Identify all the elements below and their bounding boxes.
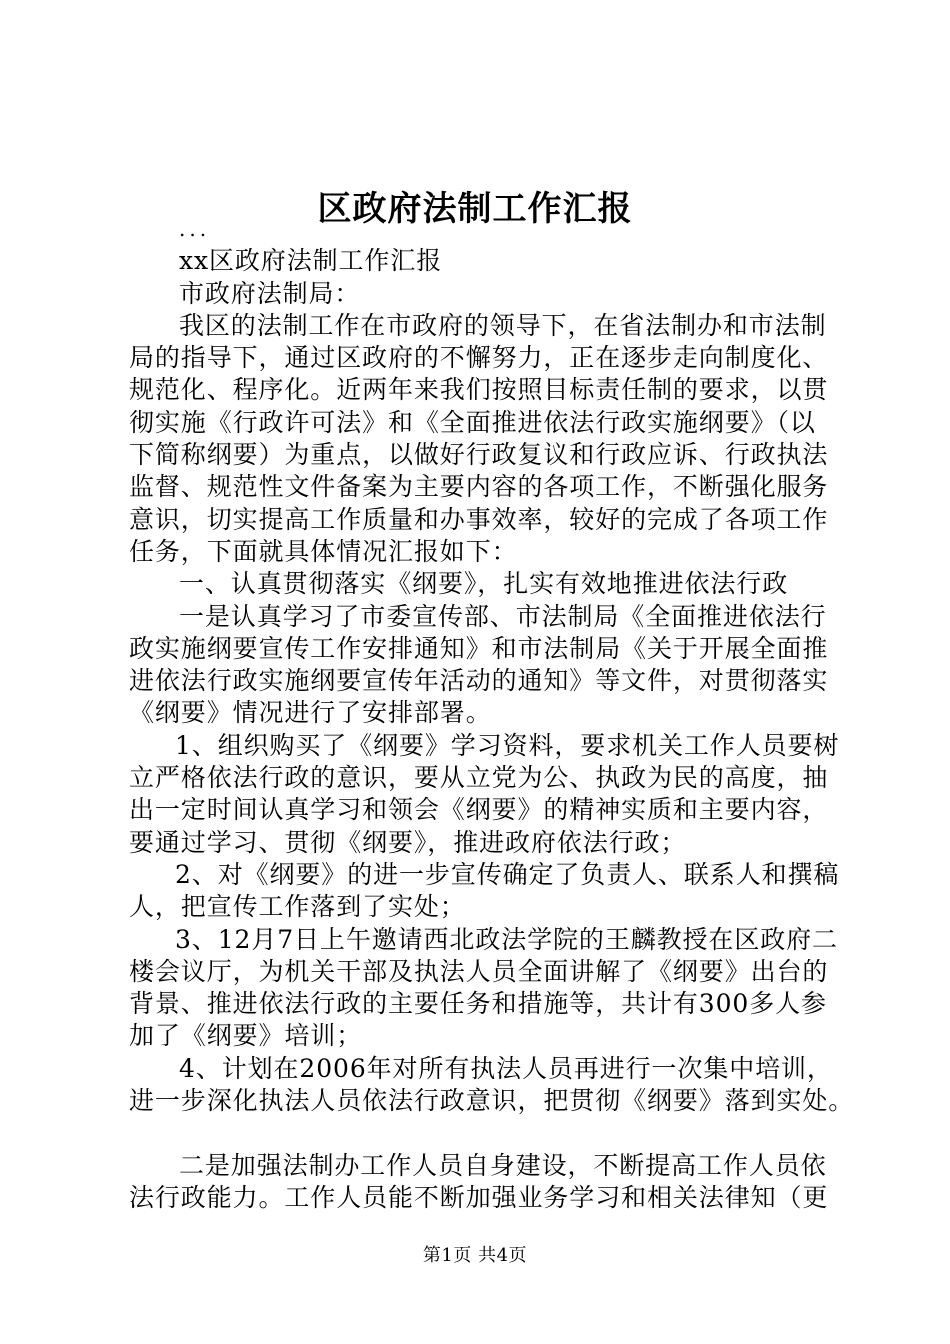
- section-heading: 一、认真贯彻落实《纲要》，扎实有效地推进依法行政: [179, 569, 789, 599]
- paragraph-line: 意识，切实提高工作质量和办事效率，较好的完成了各项工作: [129, 504, 829, 534]
- list-item-line: 出一定时间认真学习和领会《纲要》的精神实质和主要内容，: [129, 795, 829, 825]
- list-item-line: 立严格依法行政的意识，要从立党为公、执政为民的高度，抽: [129, 763, 829, 793]
- paragraph-line: 我区的法制工作在市政府的领导下，在省法制办和市法制: [179, 310, 827, 340]
- paragraph-line: 一是认真学习了市委宣传部、市法制局《全面推进依法行: [179, 601, 827, 631]
- list-item-line: 人，把宣传工作落到了实处；: [129, 892, 466, 922]
- paragraph-line: 二是加强法制办工作人员自身建设，不断提高工作人员依: [179, 1150, 827, 1180]
- page-footer: 第1页 共4页: [422, 1245, 528, 1266]
- paragraph-line: 《纲要》情况进行了安排部署。: [129, 698, 492, 728]
- paragraph-line: 监督、规范性文件备案为主要内容的各项工作，不断强化服务: [129, 472, 829, 502]
- list-item-line: 4、计划在2006年对所有执法人员再进行一次集中培训，: [179, 1053, 833, 1083]
- ellipsis-line: ...: [179, 217, 211, 241]
- paragraph-line: 下简称纲要）为重点，以做好行政复议和行政应诉、行政执法: [129, 440, 829, 470]
- blank-line: [129, 1117, 834, 1149]
- paragraph-line: 彻实施《行政许可法》和《全面推进依法行政实施纲要》（以: [129, 407, 816, 437]
- paragraph-line: 规范化、程序化。近两年来我们按照目标责任制的要求，以贯: [129, 375, 829, 405]
- addressee-line: 市政府法制局：: [179, 278, 361, 308]
- paragraph-line: 进依法行政实施纲要宣传年活动的通知》等文件，对贯彻落实: [129, 666, 829, 696]
- list-item-line: 2、对《纲要》的进一步宣传确定了负责人、联系人和撰稿: [175, 859, 840, 889]
- list-item-line: 进一步深化执法人员依法行政意识，把贯彻《纲要》落到实处。: [129, 1086, 855, 1116]
- list-item-line: 楼会议厅，为机关干部及执法人员全面讲解了《纲要》出台的: [129, 956, 829, 986]
- paragraph-line: 政实施纲要宣传工作安排通知》和市法制局《关于开展全面推: [129, 633, 829, 663]
- list-item-line: 加了《纲要》培训；: [129, 1021, 363, 1051]
- list-item-line: 1、组织购买了《纲要》学习资料，要求机关工作人员要树: [175, 730, 840, 760]
- document-title: 区政府法制工作汇报: [317, 189, 633, 229]
- list-item-line: 3、12月7日上午邀请西北政法学院的王麟教授在区政府二: [175, 924, 838, 954]
- document-body: [129, 213, 855, 1214]
- list-item-line: 要通过学习、贯彻《纲要》，推进政府依法行政；: [129, 827, 687, 857]
- list-item-line: 背景、推进依法行政的主要任务和措施等，共计有300多人参: [129, 989, 827, 1019]
- subtitle-line: xx区政府法制工作汇报: [179, 246, 443, 276]
- paragraph-line: 局的指导下，通过区政府的不懈努力，正在逐步走向制度化、: [129, 343, 829, 373]
- paragraph-line: 任务，下面就具体情况汇报如下：: [129, 536, 518, 566]
- paragraph-line: 法行政能力。工作人员能不断加强业务学习和相关法律知（更: [129, 1182, 829, 1212]
